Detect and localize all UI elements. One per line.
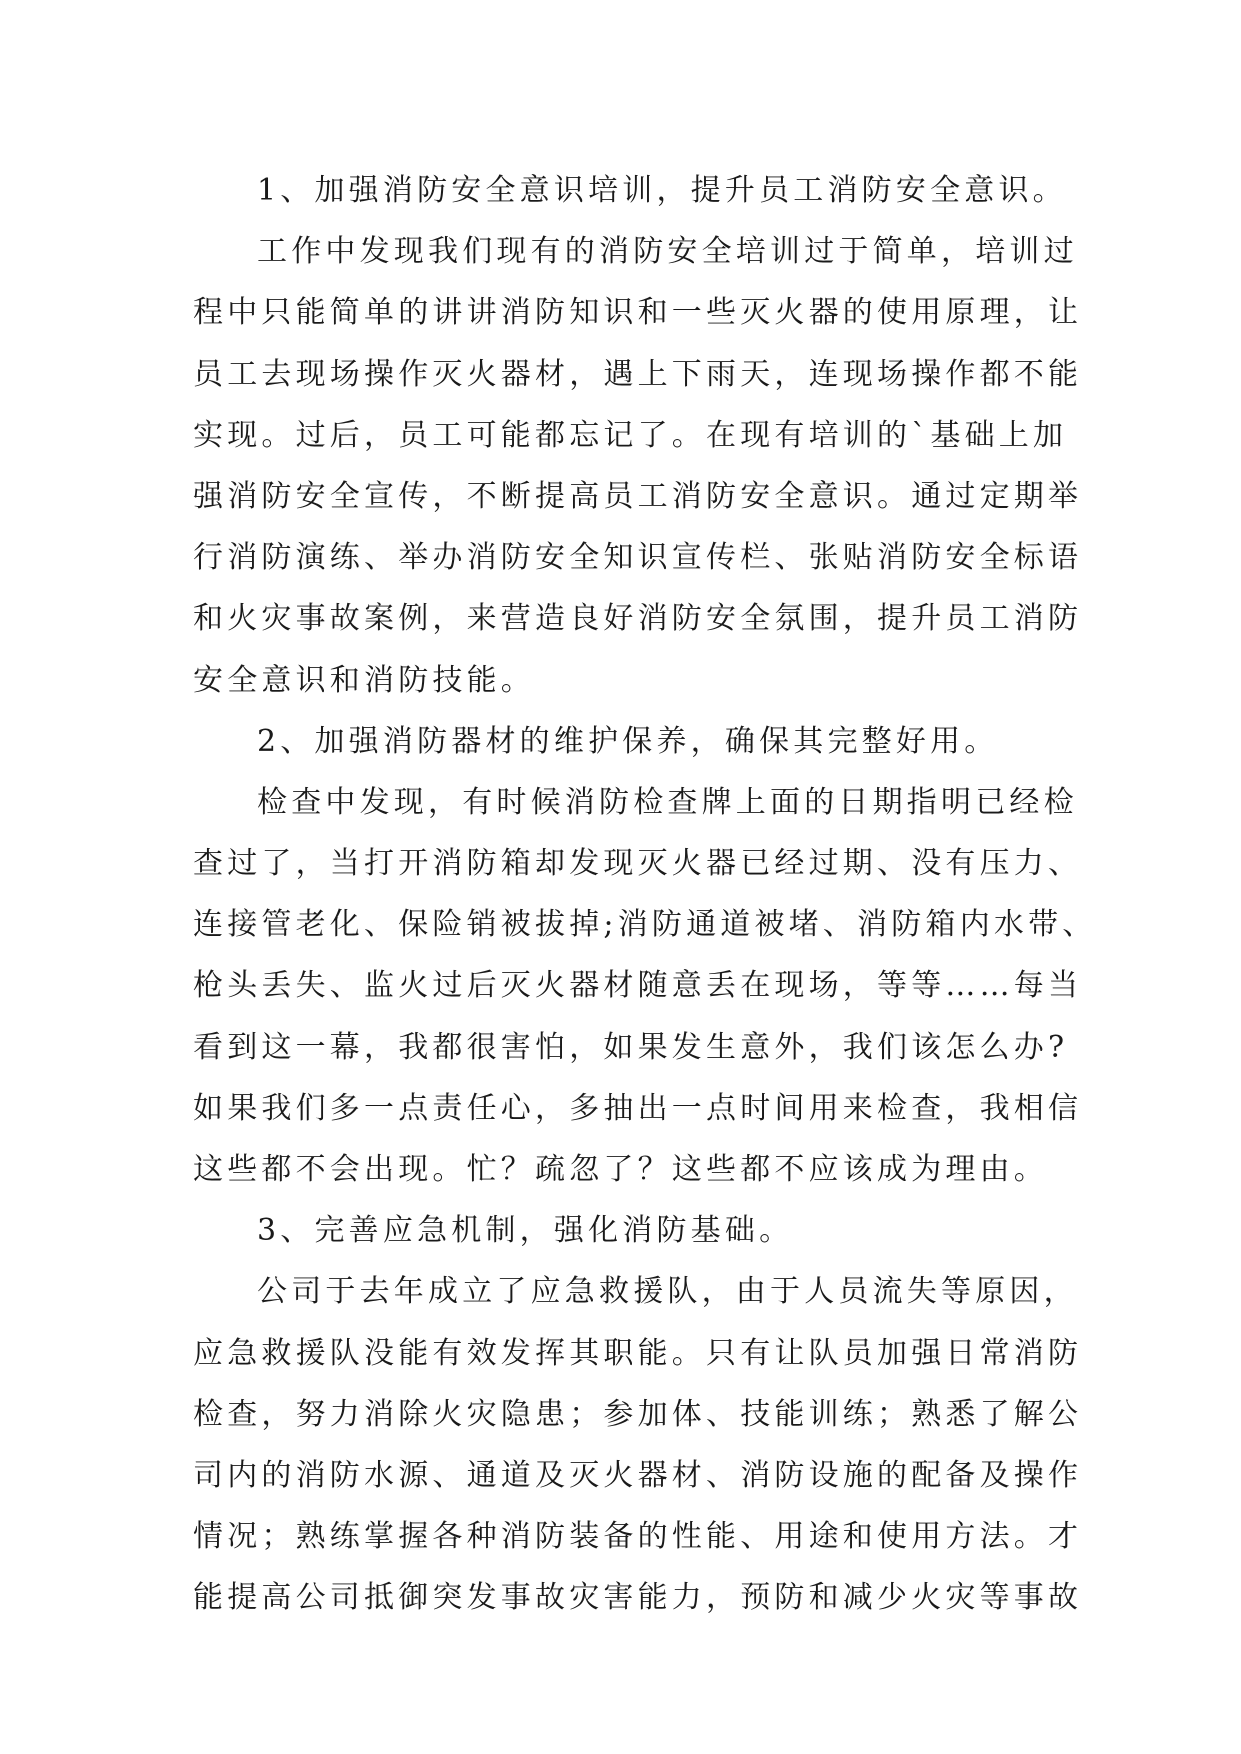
heading-1: 1、加强消防安全意识培训，提升员工消防安全意识。 (257, 173, 1067, 208)
paragraph-line: 检查，努力消除火灾隐患；参加体、技能训练；熟悉了解公 (193, 1396, 1083, 1432)
paragraph-line: 强消防安全宣传，不断提高员工消防安全意识。通过定期举 (193, 478, 1083, 514)
paragraph-line: 连接管老化、保险销被拔掉;消防通道被堵、消防箱内水带、 (193, 907, 1097, 943)
paragraph-line: 公司于去年成立了应急救援队，由于人员流失等原因， (257, 1274, 1078, 1310)
paragraph-line: 安全意识和消防技能。 (193, 662, 535, 698)
paragraph-line: 工作中发现我们现有的消防安全培训过于简单，培训过 (257, 234, 1078, 270)
paragraph-line: 能提高公司抵御突发事故灾害能力，预防和减少火灾等事故 (193, 1580, 1083, 1616)
paragraph-line: 和火灾事故案例，来营造良好消防安全氛围，提升员工消防 (193, 601, 1083, 637)
paragraph-line: 司内的消防水源、通道及灭火器材、消防设施的配备及操作 (193, 1457, 1083, 1493)
document-body (193, 160, 1097, 1629)
paragraph-line: 程中只能简单的讲讲消防知识和一些灭火器的使用原理，让 (193, 295, 1083, 331)
paragraph-line: 看到这一幕，我都很害怕，如果发生意外，我们该怎么办? (193, 1029, 1069, 1065)
paragraph-line: 实现。过后，员工可能都忘记了。在现有培训的`基础上加 (193, 417, 1068, 453)
paragraph-line: 如果我们多一点责任心，多抽出一点时间用来检查，我相信 (193, 1090, 1083, 1126)
paragraph-line: 应急救援队没能有效发挥其职能。只有让队员加强日常消防 (193, 1335, 1083, 1371)
paragraph-line: 员工去现场操作灭火器材，遇上下雨天，连现场操作都不能 (193, 356, 1083, 392)
heading-2: 2、加强消防器材的维护保养，确保其完整好用。 (257, 723, 999, 759)
paragraph-line: 情况；熟练掌握各种消防装备的性能、用途和使用方法。才 (193, 1519, 1083, 1555)
paragraph-line: 查过了，当打开消防箱却发现灭火器已经过期、没有压力、 (193, 846, 1083, 882)
paragraph-line: 枪头丢失、监火过后灭火器材随意丢在现场，等等……每当 (193, 968, 1083, 1004)
paragraph-line: 行消防演练、举办消防安全知识宣传栏、张贴消防安全标语 (193, 540, 1083, 576)
paragraph-line: 检查中发现，有时候消防检查牌上面的日期指明已经检 (257, 784, 1078, 820)
paragraph-line: 这些都不会出现。忙？疏忽了？这些都不应该成为理由。 (193, 1152, 1048, 1187)
heading-3: 3、完善应急机制，强化消防基础。 (257, 1213, 794, 1249)
